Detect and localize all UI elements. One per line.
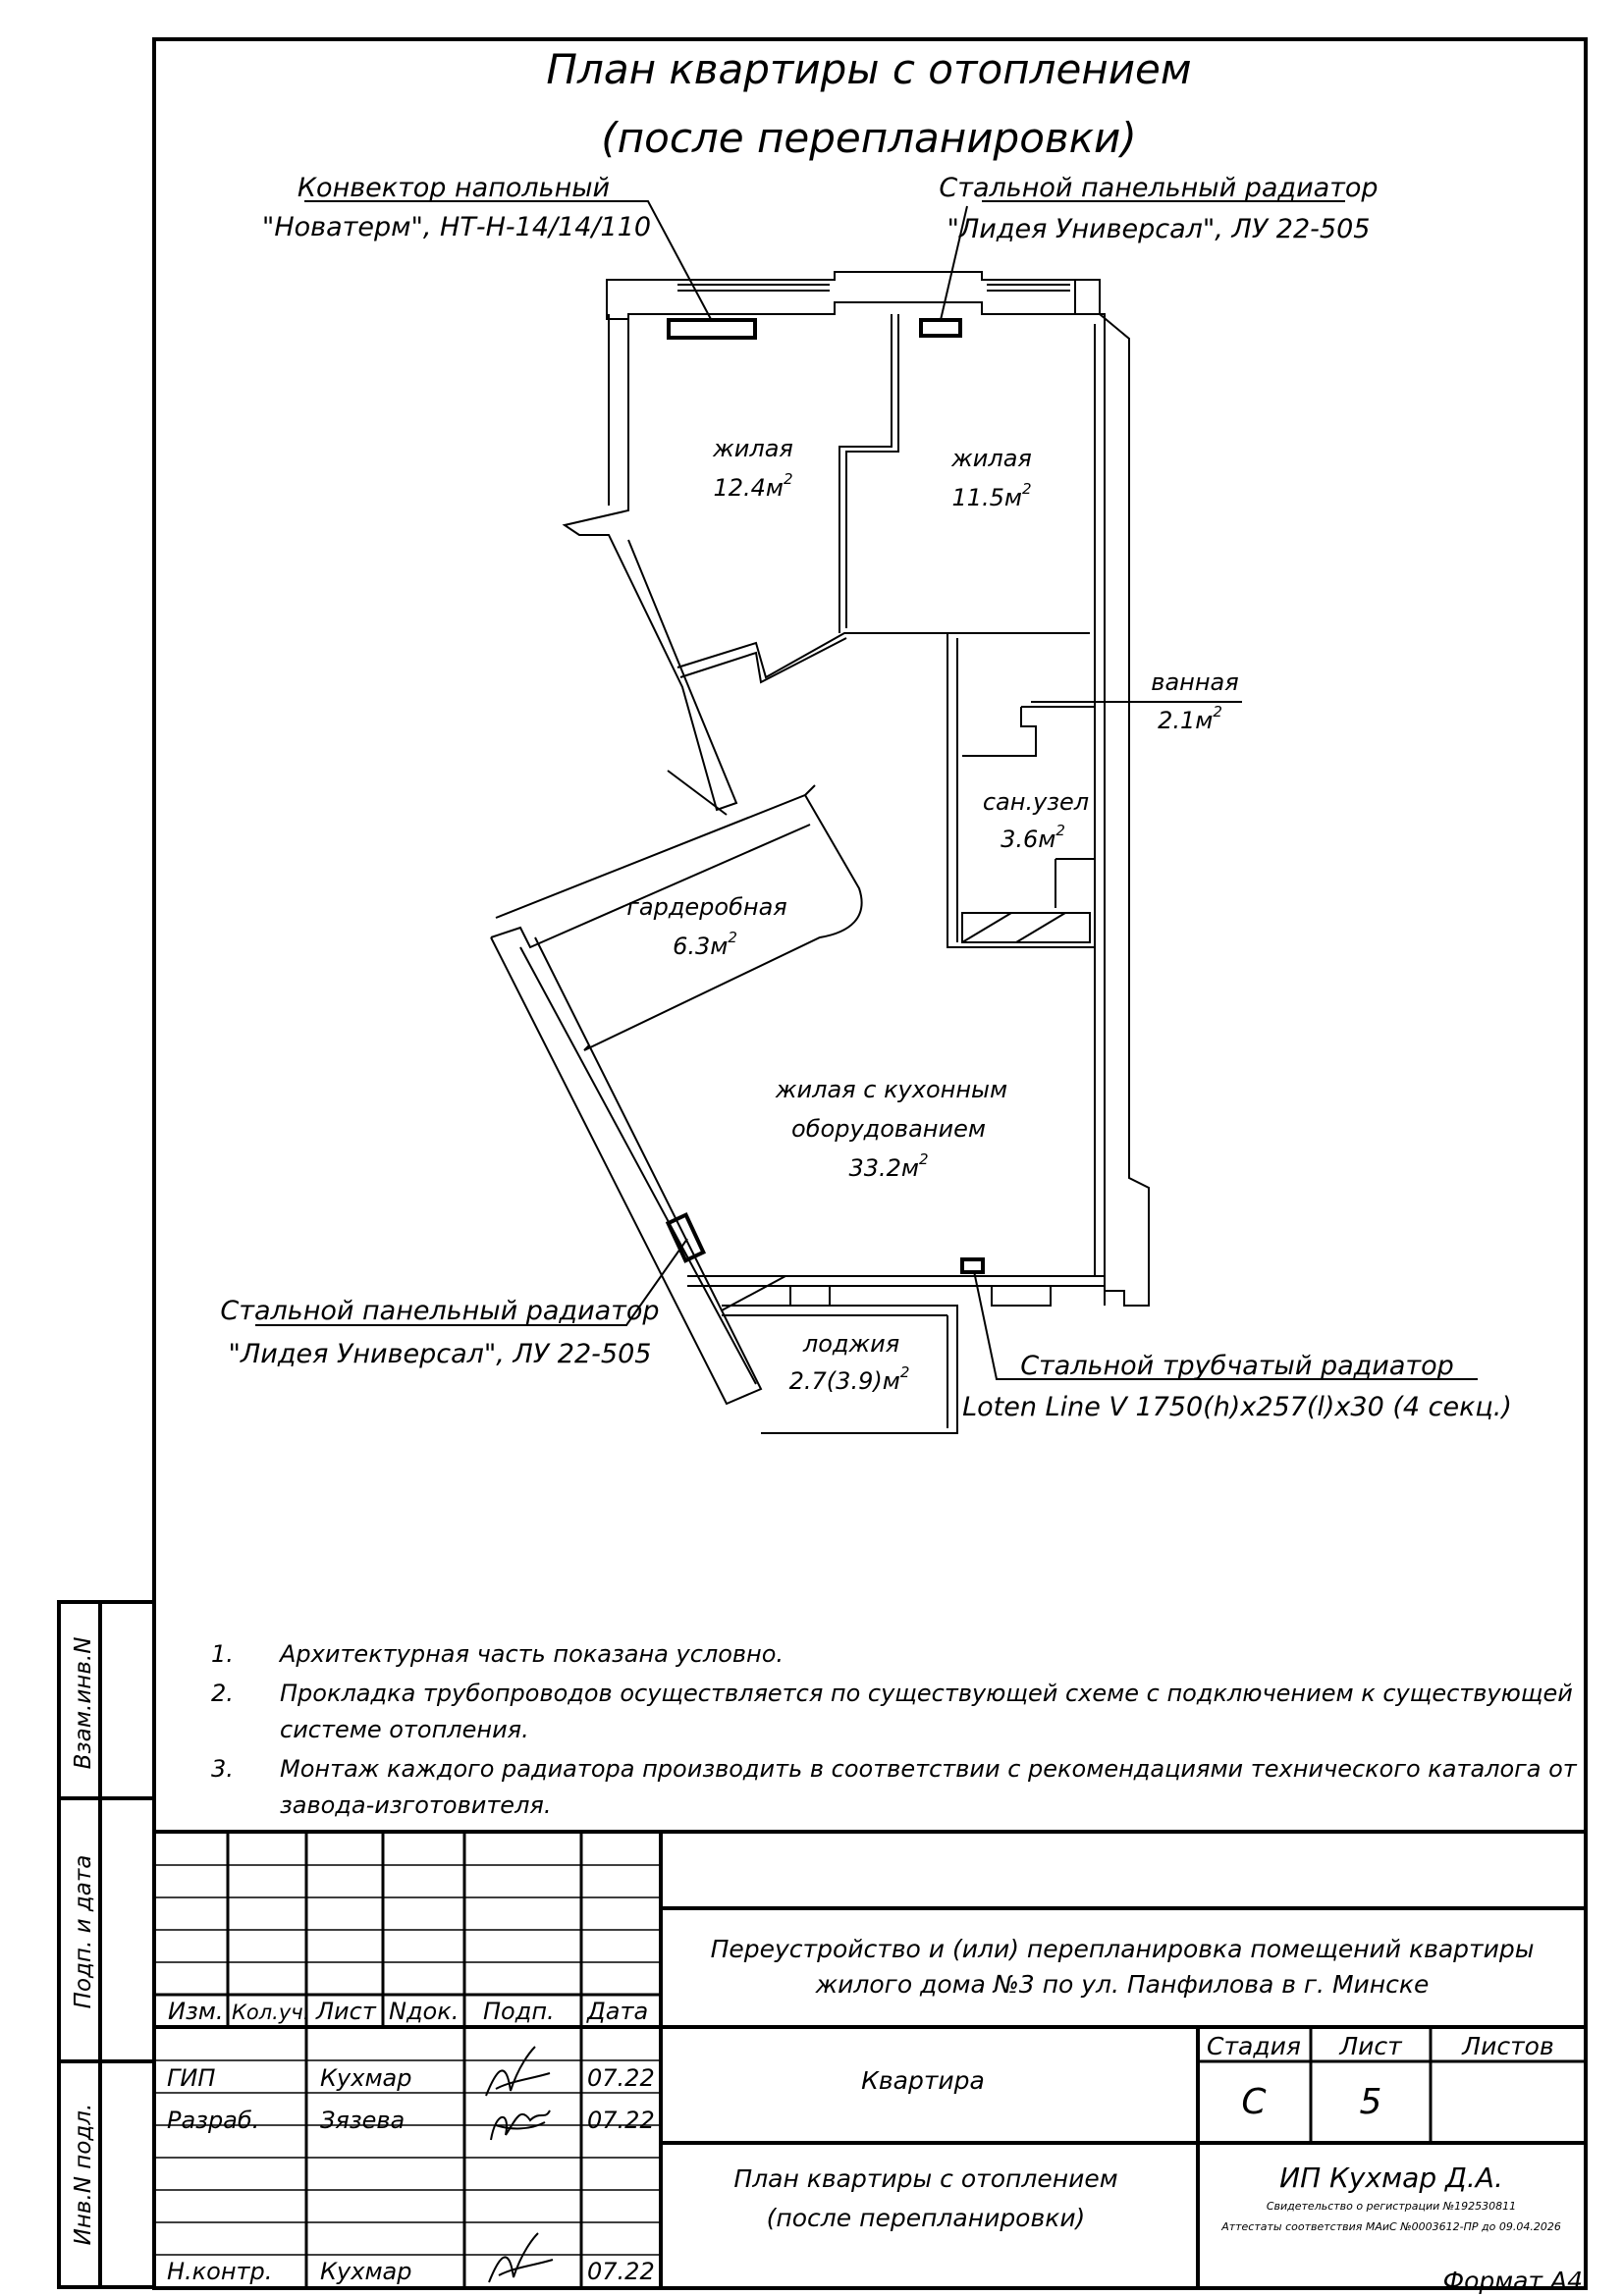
col-data: Дата xyxy=(587,1998,649,2025)
room-kitchen-line2: оборудованием xyxy=(791,1115,986,1143)
stage-value: С xyxy=(1241,2082,1267,2122)
room-loggia-name: лоджия xyxy=(802,1330,900,1358)
room-living1-area: $12.4м^2$ xyxy=(713,470,793,502)
note-2-text-2: системе отопления. xyxy=(280,1716,529,1743)
col-koluch: Кол.уч. xyxy=(232,2001,310,2024)
radiator-top-symbol xyxy=(921,320,960,336)
org-certificate: Аттестаты соответствия МАиС №0003612-ПР до 09.04.2026 xyxy=(1221,2220,1561,2233)
stage-label: Стадия xyxy=(1207,2032,1301,2060)
note-2-text-1: Прокладка трубопроводов осуществляется по существующей схеме с подключением к существующей xyxy=(280,1680,1573,1707)
row-gip-name: Кухмар xyxy=(320,2064,412,2092)
convector-label-2: "Новатерм", НТ-Н-14/14/110 xyxy=(261,212,652,242)
sheet-title-1: План квартиры с отоплением xyxy=(733,2164,1118,2193)
room-kitchen-area: $33.2м^2$ xyxy=(848,1150,929,1182)
side-stamp-podp-data: Подп. и дата xyxy=(71,1854,96,2009)
sheet-value: 5 xyxy=(1359,2082,1382,2122)
note-1-text: Архитектурная часть показана условно. xyxy=(280,1640,784,1668)
room-loggia-area: $2.7(3.9)м^2$ xyxy=(788,1363,910,1395)
sheet-label: Лист xyxy=(1339,2032,1402,2060)
col-podp: Подп. xyxy=(483,1998,555,2025)
general-notes xyxy=(211,1640,1578,1819)
room-bath-area: $2.1м^2$ xyxy=(1158,703,1222,734)
room-living1-name: жилая xyxy=(713,435,793,462)
room-wc-area: $3.6м^2$ xyxy=(1001,822,1065,853)
radiator-top-label-2: "Лидея Универсал", ЛУ 22-505 xyxy=(947,214,1371,244)
sheets-label: Листов xyxy=(1462,2032,1554,2060)
note-3-num: 3. xyxy=(211,1755,234,1783)
col-list: Лист xyxy=(316,1998,376,2025)
note-2-num: 2. xyxy=(211,1680,234,1707)
plan-title-line2: (после перепланировки) xyxy=(601,114,1137,162)
note-3-text-2: завода-изготовителя. xyxy=(280,1791,552,1819)
room-labels xyxy=(626,435,1238,1395)
radiator-tube-label-1: Стальной трубчатый радиатор xyxy=(1020,1351,1454,1381)
row-nkontr-role: Н.контр. xyxy=(167,2258,273,2285)
title-block-headers xyxy=(168,1998,648,2025)
room-bath-name: ванная xyxy=(1151,668,1239,696)
org-name: ИП Кухмар Д.А. xyxy=(1279,2162,1503,2194)
signatures xyxy=(486,2047,553,2282)
project-line1: Переустройство и (или) перепланировка помещений квартиры xyxy=(710,1935,1535,1963)
radiator-top-label-1: Стальной панельный радиатор xyxy=(939,173,1379,203)
sheet-title-2: (после перепланировки) xyxy=(766,2204,1086,2232)
note-1-num: 1. xyxy=(211,1640,234,1668)
row-nkontr-date: 07.22 xyxy=(587,2258,655,2285)
room-wardrobe-area: $6.3м^2$ xyxy=(673,929,737,960)
row-razrab-name: Зязева xyxy=(320,2107,406,2134)
radiator-left-label-2: "Лидея Универсал", ЛУ 22-505 xyxy=(228,1339,652,1369)
object-name: Квартира xyxy=(861,2066,985,2095)
row-gip-role: ГИП xyxy=(167,2064,216,2092)
plan-title-line1: План квартиры с отоплением xyxy=(546,45,1192,93)
format-label: Формат А4 xyxy=(1442,2267,1583,2295)
row-razrab-date: 07.22 xyxy=(587,2107,655,2134)
note-3-text-1: Монтаж каждого радиатора производить в соответствии с рекомендациями технического каталога от xyxy=(280,1755,1577,1783)
row-nkontr-name: Кухмар xyxy=(320,2258,412,2285)
row-gip-date: 07.22 xyxy=(587,2064,655,2092)
room-wc-name: сан.узел xyxy=(982,788,1090,816)
col-ndok: Nдок. xyxy=(389,1998,460,2025)
org-registration: Свидетельство о регистрации №192530811 xyxy=(1266,2200,1517,2213)
radiator-tube-label-2: Loten Line V 1750(h)x257(l)x30 (4 секц.) xyxy=(962,1392,1512,1422)
room-wardrobe-name: гардеробная xyxy=(626,893,787,921)
convector-symbol xyxy=(669,320,755,338)
convector-label-1: Конвектор напольный xyxy=(297,173,611,203)
radiator-left-label-1: Стальной панельный радиатор xyxy=(220,1296,660,1326)
col-izm: Изм. xyxy=(168,1998,224,2025)
room-living2-area: $11.5м^2$ xyxy=(951,480,1032,511)
room-kitchen-line1: жилая с кухонным xyxy=(775,1076,1008,1103)
leader-lines xyxy=(255,201,1478,1379)
room-living2-name: жилая xyxy=(951,445,1032,472)
radiator-tube-symbol xyxy=(962,1259,983,1272)
side-stamp-inv-vzam: Взам.инв.N xyxy=(71,1636,96,1770)
row-razrab-role: Разраб. xyxy=(167,2107,260,2134)
side-stamp-inv-podl: Инв.N подл. xyxy=(71,2103,96,2246)
project-line2: жилого дома №3 по ул. Панфилова в г. Минске xyxy=(815,1970,1430,1999)
